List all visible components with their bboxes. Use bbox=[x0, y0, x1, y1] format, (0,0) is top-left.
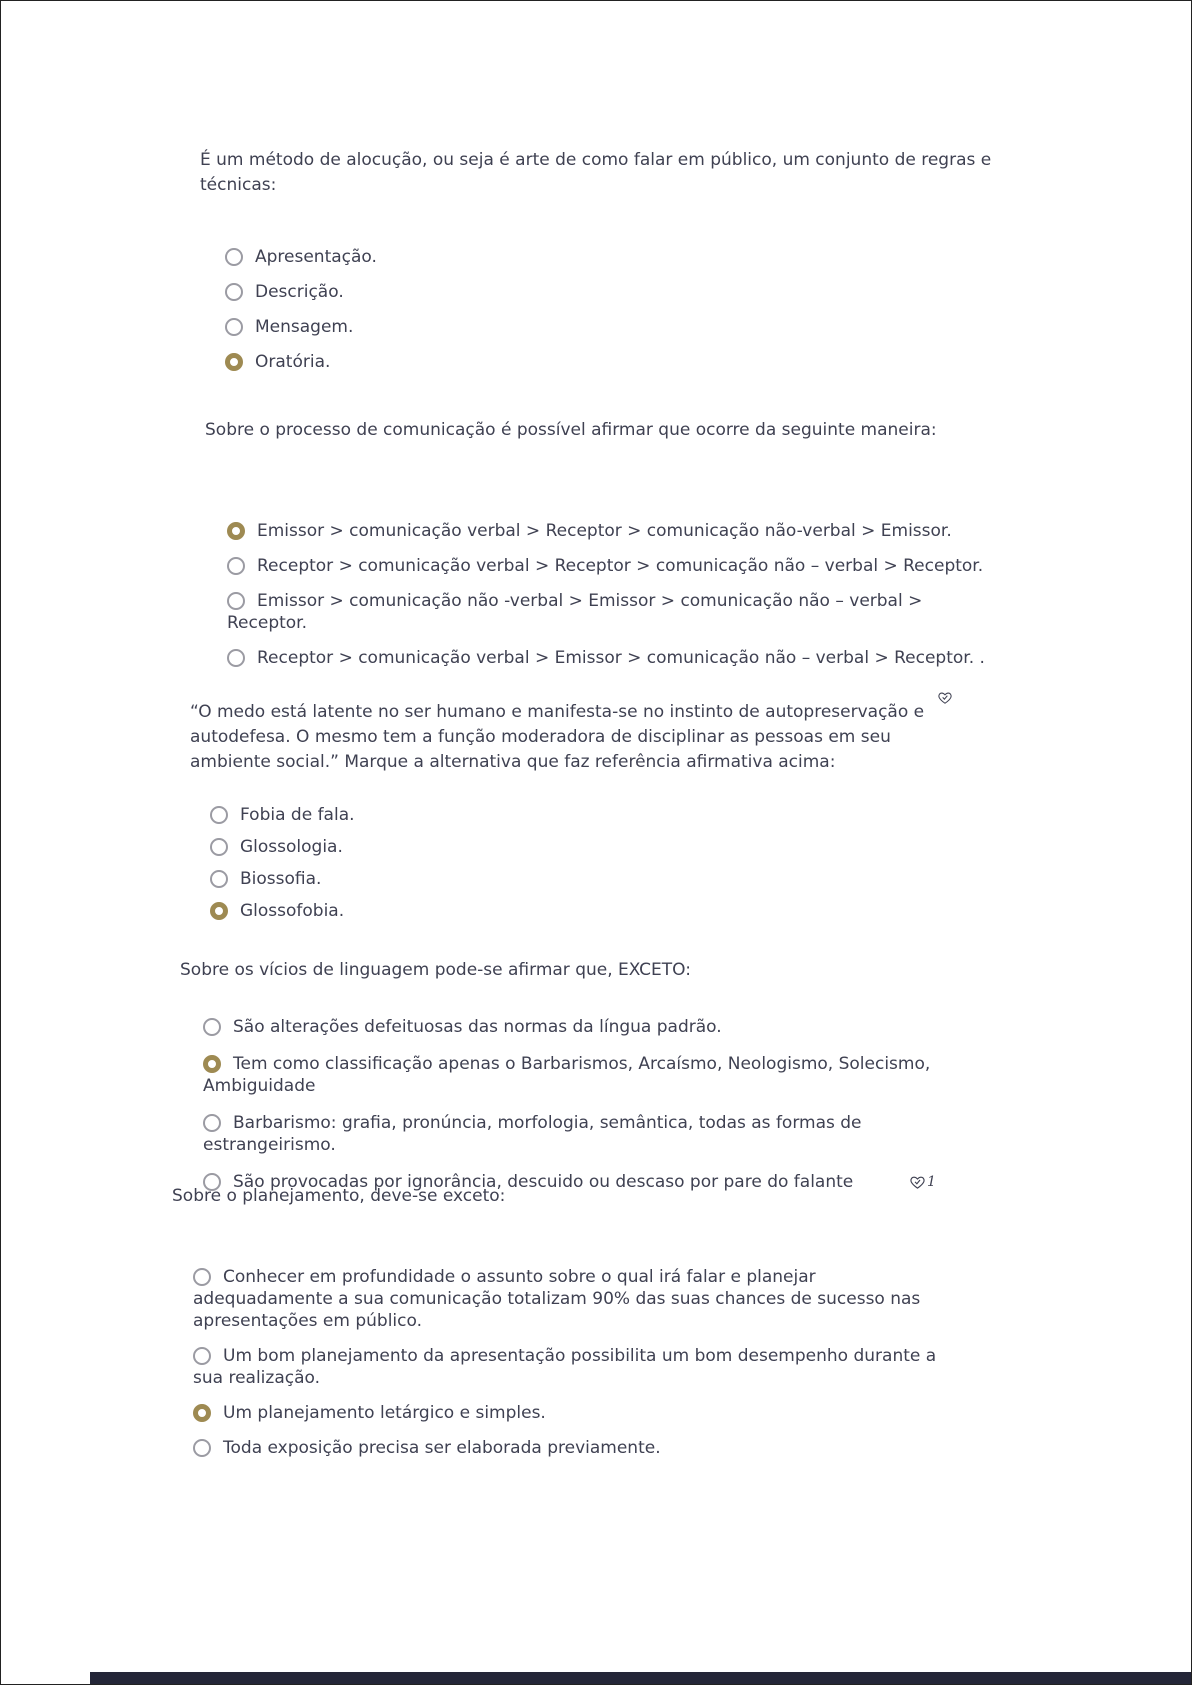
option-label: São provocadas por ignorância, descuido ou descaso por pare do falante bbox=[233, 1172, 854, 1192]
option-label: Emissor > comunicação verbal > Receptor > comunicação não-verbal > Emissor. bbox=[257, 521, 952, 541]
answer-option[interactable] bbox=[203, 1053, 973, 1097]
option-label: Oratória. bbox=[255, 352, 331, 372]
answer-option[interactable] bbox=[193, 1266, 938, 1332]
radio-button[interactable] bbox=[193, 1439, 211, 1457]
answer-option[interactable] bbox=[203, 1112, 973, 1156]
question-text: Sobre o planejamento, deve-se exceto: bbox=[172, 1186, 506, 1206]
option-label: Um planejamento letárgico e simples. bbox=[223, 1403, 546, 1423]
option-label: Apresentação. bbox=[255, 247, 377, 267]
answer-option[interactable] bbox=[225, 281, 985, 303]
option-label: Glossologia. bbox=[240, 837, 343, 857]
radio-button[interactable] bbox=[225, 318, 243, 336]
radio-button[interactable] bbox=[203, 1114, 221, 1132]
options-group bbox=[193, 1266, 938, 1472]
radio-button[interactable] bbox=[227, 649, 245, 667]
radio-button[interactable] bbox=[210, 902, 228, 920]
answer-option[interactable] bbox=[210, 804, 970, 826]
check-heart-icon bbox=[910, 1175, 925, 1190]
check-heart-icon bbox=[938, 691, 952, 705]
option-label: Receptor > comunicação verbal > Receptor > comunicação não – verbal > Receptor. bbox=[257, 556, 984, 576]
answer-option[interactable] bbox=[227, 647, 1007, 669]
answer-option[interactable] bbox=[227, 590, 1007, 634]
option-label: Descrição. bbox=[255, 282, 344, 302]
radio-button[interactable] bbox=[193, 1347, 211, 1365]
question-badge bbox=[938, 691, 952, 705]
option-label: Conhecer em profundidade o assunto sobre o qual irá falar e planejar adequadamente a sua comunicação totalizam 90% das suas chances de sucesso nas apresentações em público. bbox=[193, 1267, 921, 1331]
option-label: Emissor > comunicação não -verbal > Emissor > comunicação não – verbal > Receptor. bbox=[227, 591, 923, 633]
radio-button[interactable] bbox=[210, 838, 228, 856]
answer-option[interactable] bbox=[227, 520, 1007, 542]
badge-count: 1 bbox=[927, 1174, 936, 1190]
option-label: Um bom planejamento da apresentação possibilita um bom desempenho durante a sua realização. bbox=[193, 1346, 937, 1388]
answer-option[interactable] bbox=[193, 1345, 938, 1389]
radio-button[interactable] bbox=[227, 522, 245, 540]
answer-option[interactable] bbox=[210, 868, 970, 890]
option-label: São alterações defeituosas das normas da língua padrão. bbox=[233, 1017, 722, 1037]
option-label: Glossofobia. bbox=[240, 901, 345, 921]
option-label: Toda exposição precisa ser elaborada previamente. bbox=[223, 1438, 661, 1458]
option-label: Barbarismo: grafia, pronúncia, morfologia, semântica, todas as formas de estrangeirismo. bbox=[203, 1113, 862, 1155]
question-text: Sobre o processo de comunicação é possível afirmar que ocorre da seguinte maneira: bbox=[205, 420, 937, 440]
options-group bbox=[210, 804, 970, 932]
radio-button[interactable] bbox=[227, 592, 245, 610]
options-group bbox=[225, 246, 985, 386]
radio-button[interactable] bbox=[227, 557, 245, 575]
option-label: Biossofia. bbox=[240, 869, 322, 889]
answer-option[interactable] bbox=[193, 1402, 938, 1424]
answer-option[interactable] bbox=[225, 316, 985, 338]
options-group bbox=[227, 520, 1007, 682]
option-label: Receptor > comunicação verbal > Emissor > comunicação não – verbal > Receptor. . bbox=[257, 648, 985, 668]
question-text: É um método de alocução, ou seja é arte de como falar em público, um conjunto de regras e técnicas: bbox=[200, 150, 992, 195]
option-label: Tem como classificação apenas o Barbarismos, Arcaísmo, Neologismo, Solecismo, Ambiguidade bbox=[203, 1054, 931, 1096]
options-group bbox=[203, 1016, 973, 1208]
answer-option[interactable] bbox=[225, 351, 985, 373]
answer-option[interactable] bbox=[193, 1437, 938, 1459]
question-badge bbox=[910, 1174, 936, 1190]
footer-bar bbox=[90, 1672, 1192, 1685]
radio-button[interactable] bbox=[210, 870, 228, 888]
answer-option[interactable] bbox=[210, 836, 970, 858]
question-text: “O medo está latente no ser humano e manifesta-se no instinto de autopreservação e autodefesa. O mesmo tem a função moderadora de disciplinar as pessoas em seu ambiente social.” Marque a alternativa que faz referência afirmativa acima: bbox=[190, 702, 925, 772]
option-label: Mensagem. bbox=[255, 317, 354, 337]
radio-button[interactable] bbox=[225, 283, 243, 301]
radio-button[interactable] bbox=[203, 1055, 221, 1073]
question-text: Sobre os vícios de linguagem pode-se afirmar que, EXCETO: bbox=[180, 960, 691, 980]
answer-option[interactable] bbox=[203, 1016, 973, 1038]
radio-button[interactable] bbox=[203, 1018, 221, 1036]
radio-button[interactable] bbox=[225, 248, 243, 266]
answer-option[interactable] bbox=[225, 246, 985, 268]
answer-option[interactable] bbox=[227, 555, 1007, 577]
option-label: Fobia de fala. bbox=[240, 805, 355, 825]
radio-button[interactable] bbox=[193, 1268, 211, 1286]
radio-button[interactable] bbox=[193, 1404, 211, 1422]
radio-button[interactable] bbox=[225, 353, 243, 371]
radio-button[interactable] bbox=[210, 806, 228, 824]
answer-option[interactable] bbox=[210, 900, 970, 922]
